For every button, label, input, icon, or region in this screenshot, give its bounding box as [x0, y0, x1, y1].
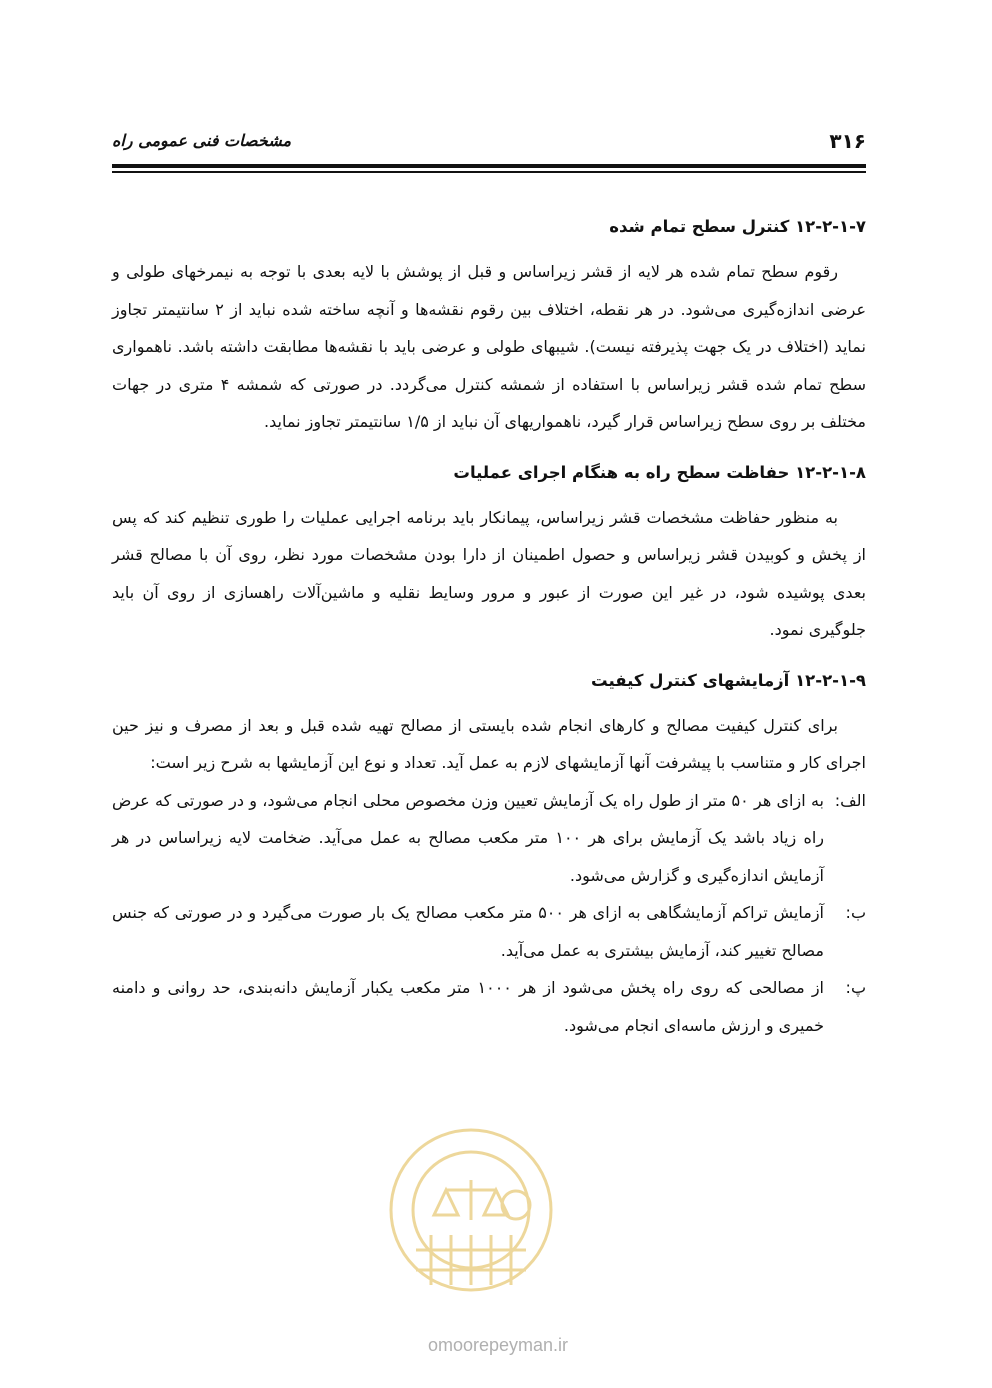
list-item — [112, 782, 866, 895]
section-paragraph: رقوم سطح تمام شده هر لایه از قشر زیراساس و قبل از پوشش با لایه بعدی با توجه به نیمرخهای طولی و عرضی اندازه‌گیری می‌شود. در هر نقطه، اختلاف بین رقوم نقشه‌ها و آنچه ساخته شده نباید از ۲ سانتیمتر تجاوز نماید (اختلاف در یک جهت پذیرفته نیست). شیبهای طولی و عرضی باید با نقشه‌ها مطابقت داشته باشد. ناهمواری سطح تمام شده قشر زیراساس با استفاده از شمشه کنترل می‌گردد. در صورتی که شمشه ۴ متری در جهات مختلف بر روی سطح زیراساس قرار گیرد، ناهمواریهای آن نباید از ۱/۵ سانتیمتر تجاوز نماید. — [112, 262, 867, 431]
watermark-site: omoorepeyman.ir — [427, 1335, 569, 1355]
page-header — [112, 128, 866, 154]
gear-icon — [502, 1191, 530, 1219]
list-item — [112, 894, 866, 969]
seal-grid — [416, 1235, 526, 1285]
header-rule-thin — [112, 171, 866, 173]
section-7 — [112, 213, 866, 441]
list-marker: الف: — [834, 790, 866, 810]
header-rule-thick — [112, 164, 866, 168]
list-item — [112, 969, 866, 1044]
running-title: مشخصات فنی عمومی راه — [112, 131, 292, 150]
list-item-text: آزمایش تراکم آزمایشگاهی به ازای هر ۵۰۰ متر مکعب مصالح یک بار صورت می‌گیرد و در صورتی که جنس مصالح تغییر کند، آزمایش بیشتری به عمل می‌آید. — [112, 903, 824, 960]
section-8 — [112, 459, 866, 649]
scale-icon — [434, 1180, 508, 1220]
section-paragraph: برای کنترل کیفیت مصالح و کارهای انجام شده بایستی از مصالح تهیه شده قبل و بعد از مصرف و نیز حین اجرای کار و متناسب با پیشرفت آنها آزمایشهای لازم به عمل آید. تعداد و نوع این آزمایشها به شرح زیر است: — [112, 715, 866, 772]
section-paragraph: به منظور حفاظت مشخصات قشر زیراساس، پیمانکار باید برنامه اجرایی عملیات را طوری تنظیم کند که پس از پخش و کوبیدن قشر زیراساس و حصول اطمینان از دارا بودن مشخصات مورد نظر، روی آن با مصالح قشر بعدی پوشیده شود، در غیر این صورت از عبور و مرور وسایط نقلیه و ماشین‌آلات راهسازی از روی آن باید جلوگیری نمود. — [112, 507, 866, 639]
list-marker: ب: — [845, 903, 866, 922]
list-item-text: به ازای هر ۵۰ متر از طول راه یک آزمایش تعیین وزن مخصوص محلی انجام می‌شود، و در صورتی که عرض راه زیاد باشد یک آزمایش برای هر ۱۰۰ متر مکعب مصالح به عمل می‌آید. ضخامت لایه زیراساس در هر آزمایش اندازه‌گیری و گزارش می‌شود. — [112, 790, 824, 885]
list-item-text: از مصالحی که روی راه پخش می‌شود از هر ۱۰۰۰ متر مکعب یکبار آزمایش دانه‌بندی، حد روانی و دامنه خمیری و ارزش ماسه‌ای انجام می‌شود. — [112, 978, 824, 1035]
page-number: ۳۱۶ — [829, 129, 866, 153]
list-marker: پ: — [845, 978, 866, 997]
section-9 — [112, 667, 866, 1045]
section-title: ۱۲-۲-۱-۹ آزمایشهای کنترل کیفیت — [591, 670, 866, 690]
page-content — [112, 213, 866, 1062]
section-title: ۱۲-۲-۱-۷ کنترل سطح تمام شده — [609, 217, 866, 236]
test-list — [112, 782, 866, 1045]
watermark-seal — [376, 1110, 566, 1310]
section-title: ۱۲-۲-۱-۸ حفاظت سطح راه به هنگام اجرای عملیات — [453, 462, 866, 482]
